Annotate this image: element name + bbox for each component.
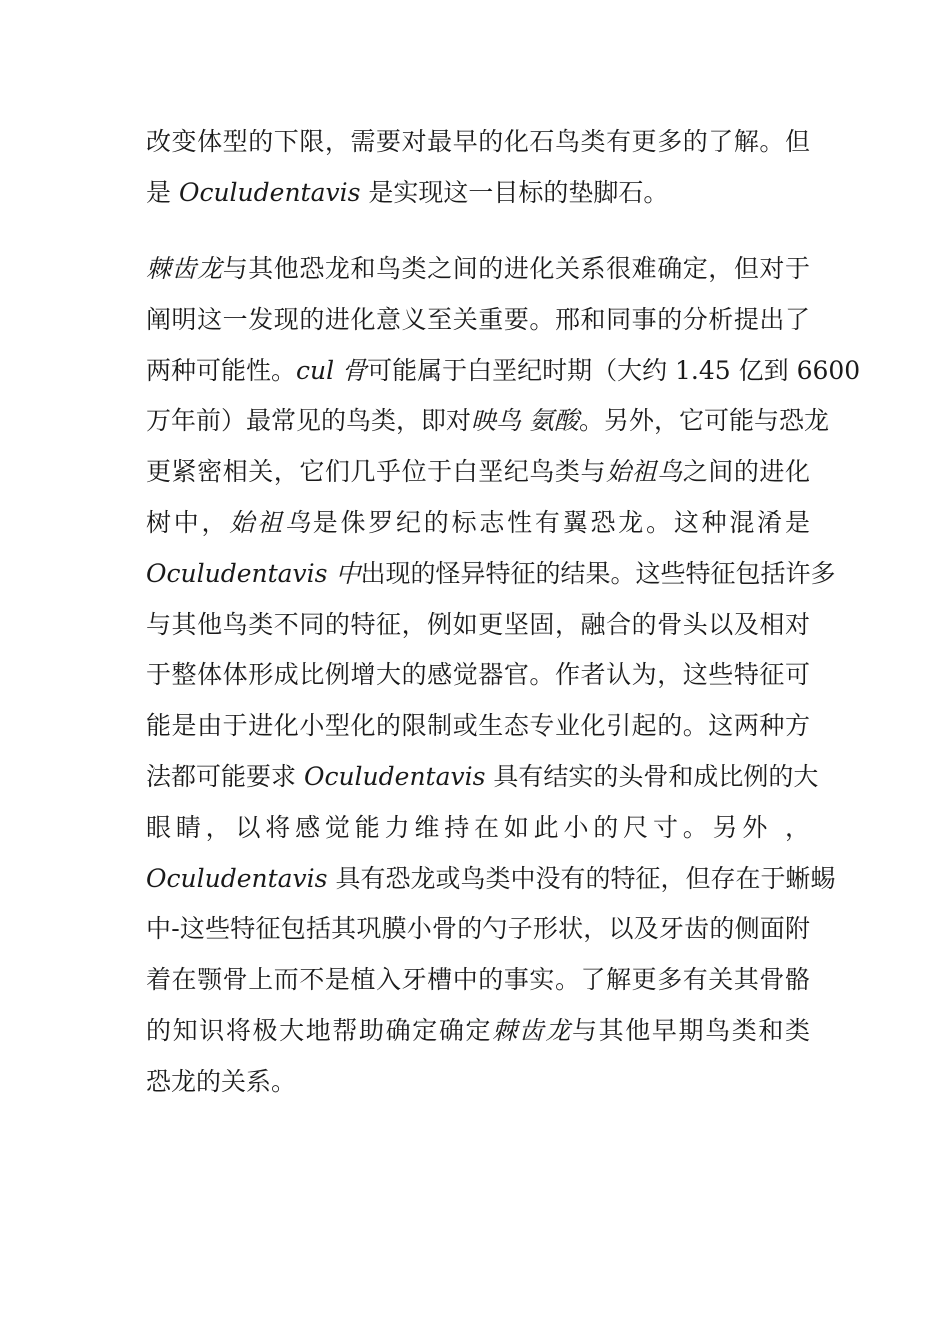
text-run: 着在颚骨上而不是植入牙槽中的事实。了解更多有关其骨骼 xyxy=(146,965,810,995)
text-run: 恐龙的关系。 xyxy=(146,1066,297,1096)
text-run: 与其他恐龙和鸟类之间的进化关系很难确定，但对于 xyxy=(222,254,810,283)
italic-text: 棘齿龙 xyxy=(146,254,223,283)
text-line xyxy=(146,710,810,742)
text-run: 具有恐龙或鸟类中没有的特征，但存在于蜥蜴 xyxy=(327,863,836,893)
text-run: 是 xyxy=(146,177,179,207)
text-run: 是侏罗纪的标志性有翼恐龙。这种混淆是 xyxy=(312,508,810,537)
italic-text: Oculudentavis xyxy=(178,177,361,207)
text-run: 眼睛，以将感觉能力维持在如此小的尺寸。另外 ， xyxy=(146,812,810,842)
text-run: 可能属于白垩纪时期（大约 1.45 亿到 6600 xyxy=(367,355,861,385)
text-run: 更紧密相关，它们几乎位于白垩纪鸟类与 xyxy=(146,457,607,487)
text-line xyxy=(146,304,810,336)
text-run: 法都可能要求 xyxy=(146,762,304,791)
text-line xyxy=(146,405,829,437)
text-line xyxy=(146,507,810,539)
italic-text: cul 骨 xyxy=(296,355,368,385)
text-line xyxy=(146,1066,810,1098)
text-line xyxy=(146,177,810,209)
italic-text: 棘齿龙 xyxy=(492,1016,572,1045)
text-line xyxy=(146,355,861,387)
text-line xyxy=(146,659,810,691)
text-run: 之间的进化 xyxy=(682,457,810,487)
text-run: 于整体体形成比例增大的感觉器官。作者认为，这些特征可 xyxy=(146,660,810,690)
text-run: 出现的怪异特征的结果。这些特征包括许多 xyxy=(360,558,836,588)
text-line xyxy=(146,812,810,844)
text-run: 万年前）最常见的鸟类，即对 xyxy=(146,406,472,436)
text-run: 与其他鸟类不同的特征，例如更坚固，融合的骨头以及相对 xyxy=(146,609,810,639)
text-line xyxy=(146,558,836,590)
text-line xyxy=(146,126,810,158)
text-run: 。另外，它可能与恐龙 xyxy=(578,406,829,436)
text-run: 是实现这一目标的垫脚石。 xyxy=(360,177,669,207)
text-run: 的知识将极大地帮助确定确定 xyxy=(146,1016,493,1045)
italic-text: Oculudentavis 中 xyxy=(146,558,361,588)
text-run: 树中， xyxy=(146,508,230,537)
text-run: 改变体型的下限，需要对最早的化石鸟类有更多的了解。但 xyxy=(146,127,810,156)
text-run: 中-这些特征包括其巩膜小骨的勺子形状，以及牙齿的侧面附 xyxy=(146,914,810,944)
text-line xyxy=(146,609,810,641)
text-line xyxy=(146,863,836,895)
text-run: 能是由于进化小型化的限制或生态专业化引起的。这两种方 xyxy=(146,711,810,741)
text-line xyxy=(146,1015,810,1047)
text-run: 与其他早期鸟类和类 xyxy=(571,1016,810,1045)
italic-text: 映鸟 氨酸 xyxy=(471,406,579,436)
text-run: 两种可能性。 xyxy=(146,355,297,385)
text-line xyxy=(146,964,810,996)
italic-text: 始祖鸟 xyxy=(229,508,313,537)
text-run: 阐明这一发现的进化意义至关重要。邢和同事的分析提出了 xyxy=(146,304,810,334)
text-line xyxy=(146,253,810,285)
text-line xyxy=(146,761,819,793)
text-line xyxy=(146,456,810,488)
text-run: 具有结实的头骨和成比例的大 xyxy=(485,762,819,791)
text-line xyxy=(146,913,810,945)
italic-text: Oculudentavis xyxy=(146,863,328,893)
italic-text: 始祖鸟 xyxy=(606,457,683,487)
italic-text: Oculudentavis xyxy=(303,762,486,791)
